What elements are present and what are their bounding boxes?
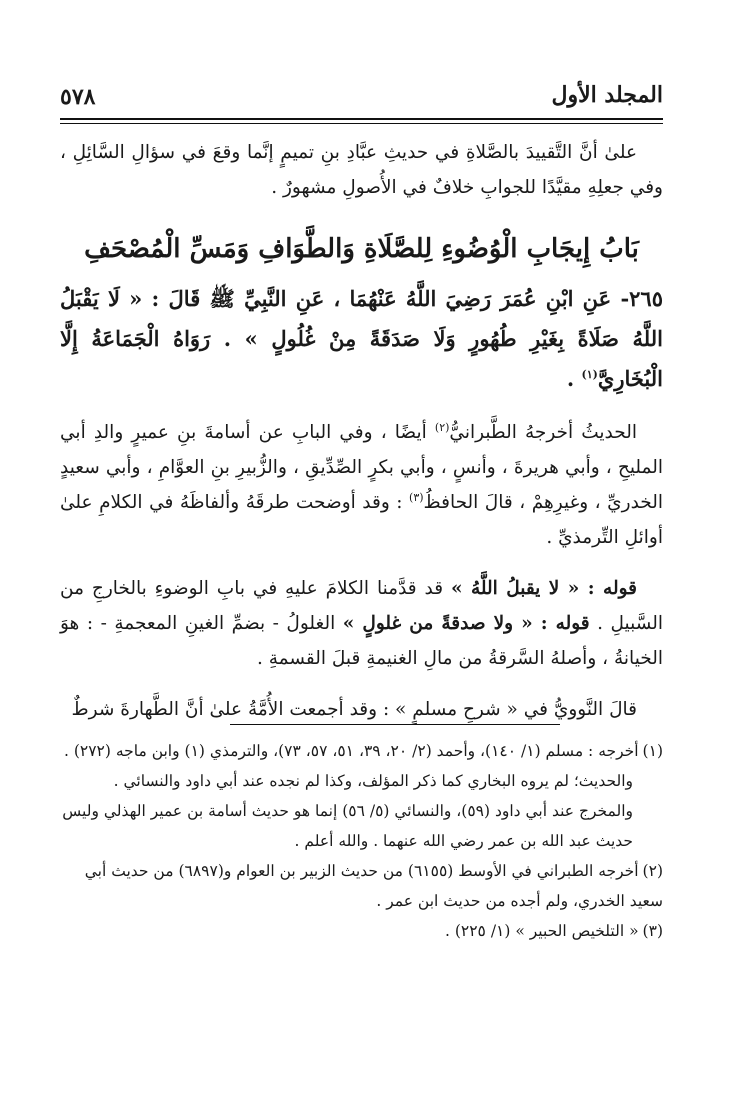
- intro-paragraph: علىٰ أنَّ التَّقييدَ بالصَّلاةِ في حديثِ عبَّادِ بنِ تميمٍ إنَّما وقعَ في سؤالِ السَّائِلِ ، وفي جعلِهِ مقيَّدًا للجوابِ خلافٌ في الأُصولِ مشهورٌ .: [60, 142, 663, 198]
- footnote-ref-1: (١): [581, 368, 598, 381]
- footnote-3-text: « التلخيص الحبير » (١/ ٢٢٥) .: [445, 922, 639, 940]
- footnote-3-number: (٣): [642, 922, 663, 940]
- footnotes: [60, 736, 663, 946]
- para1-text-b: أيضًا ، وفي البابِ عن أسامةَ بنِ عميرٍ والدِ أبي المليحِ ، وأبي هريرةَ ، وأنسٍ ، وأبي بكرٍ الصِّدِّيقِ ، والزُّبيرِ بنِ العوَّامِ ، وأبي سعيدٍ الخدريِّ ، وغيرِهِمْ ، قالَ الحافظُ: [60, 422, 664, 513]
- volume-title: المجلد الأول: [551, 82, 663, 108]
- footnote-2: [60, 856, 663, 916]
- hadith-paragraph: [60, 279, 663, 399]
- footnote-1-note-b: والمخرج عند أبي داود (٥٩)، والنسائي (٥/ ٥٦) إنما هو حديث أسامة بن عمير الهذلي وليس حديث عبد الله بن عمر رضي الله عنهما . والله أعلم .: [62, 802, 633, 850]
- footnote-1-text: أخرجه : مسلم (١/ ١٤٠)، وأحمد (٢/ ٢٠، ٣٩، ٥١، ٥٧، ٧٣)، والترمذي (١) وابن ماجه (٢٧٢) .: [63, 742, 639, 760]
- footnote-ref-3: (٣): [409, 490, 424, 504]
- chapter-title: بَابُ إِيجَابِ الْوُضُوءِ لِلصَّلَاةِ وَالطَّوَافِ وَمَسِّ الْمُصْحَفِ: [84, 234, 639, 264]
- footnote-2-number: (٢): [642, 862, 663, 880]
- footnote-ref-2: (٢): [434, 420, 450, 434]
- footnote-1: [60, 736, 663, 766]
- quote-lemma-2: قوله : « ولا صدقةً من غلولٍ »: [342, 613, 590, 634]
- para2-text-a: قد قدَّمنا الكلامَ عليهِ في بابِ الوضوءِ بالخارجِ من السَّبيلِ .: [60, 578, 663, 634]
- commentary-paragraph-1: [60, 415, 663, 555]
- commentary-paragraph-3: قالَ النَّوويُّ في « شرحِ مسلمٍ » : وقد أجمعت الأُمَّةُ علىٰ أنَّ الطَّهارةَ شرطٌ: [71, 699, 637, 720]
- page-header: [60, 82, 663, 116]
- para2-text-b: الغلولُ - بضمِّ الغينِ المعجمةِ - : هوَ الخيانةُ ، وأصلهُ السَّرقةُ من مالِ الغنيمةِ قبلَ القسمةِ .: [60, 613, 663, 669]
- footnote-1-number: (١): [642, 742, 663, 760]
- page-number: ٥٧٨: [60, 84, 96, 110]
- hadith-text: ٢٦٥- عَنِ ابْنِ عُمَرَ رَضِيَ اللَّهُ عَنْهُمَا ، عَنِ النَّبِيِّ ﷺ قَالَ : « لَا يَقْبَلُ اللَّهُ صَلَاةً بِغَيْرِ طُهُورٍ وَلَا صَدَقَةً مِنْ غُلُولٍ » . رَوَاهُ الْجَمَاعَةُ إِلَّا الْبُخَارِيَّ: [60, 286, 663, 391]
- header-rule-thin: [60, 123, 663, 124]
- header-rule-thick: [60, 118, 663, 120]
- para1-text-c: : وقد أوضحت طرقَهُ وألفاظَهُ في الكلامِ علىٰ أوائلِ التِّرمذيِّ .: [60, 492, 663, 548]
- footnote-2-text: أخرجه الطبراني في الأوسط (٦١٥٥) من حديث الزبير بن العوام و(٦٨٩٧) من حديث أبي سعيد الخدري، ولم أجده من حديث ابن عمر .: [84, 862, 663, 910]
- footnote-1-note-a: والحديث؛ لم يروه البخاري كما ذكر المؤلف، وكذا لم نجده عند أبي داود والنسائي .: [113, 772, 633, 790]
- footnote-separator: [230, 724, 560, 725]
- quote-lemma-1: قوله : « لا يقبلُ اللَّهُ »: [450, 578, 637, 599]
- main-text: [60, 135, 663, 727]
- para1-text-a: الحديثُ أخرجهُ الطَّبرانيُّ: [449, 422, 637, 443]
- hadith-end: .: [566, 366, 582, 391]
- footnote-3: [60, 916, 663, 946]
- commentary-paragraph-2: [60, 571, 663, 676]
